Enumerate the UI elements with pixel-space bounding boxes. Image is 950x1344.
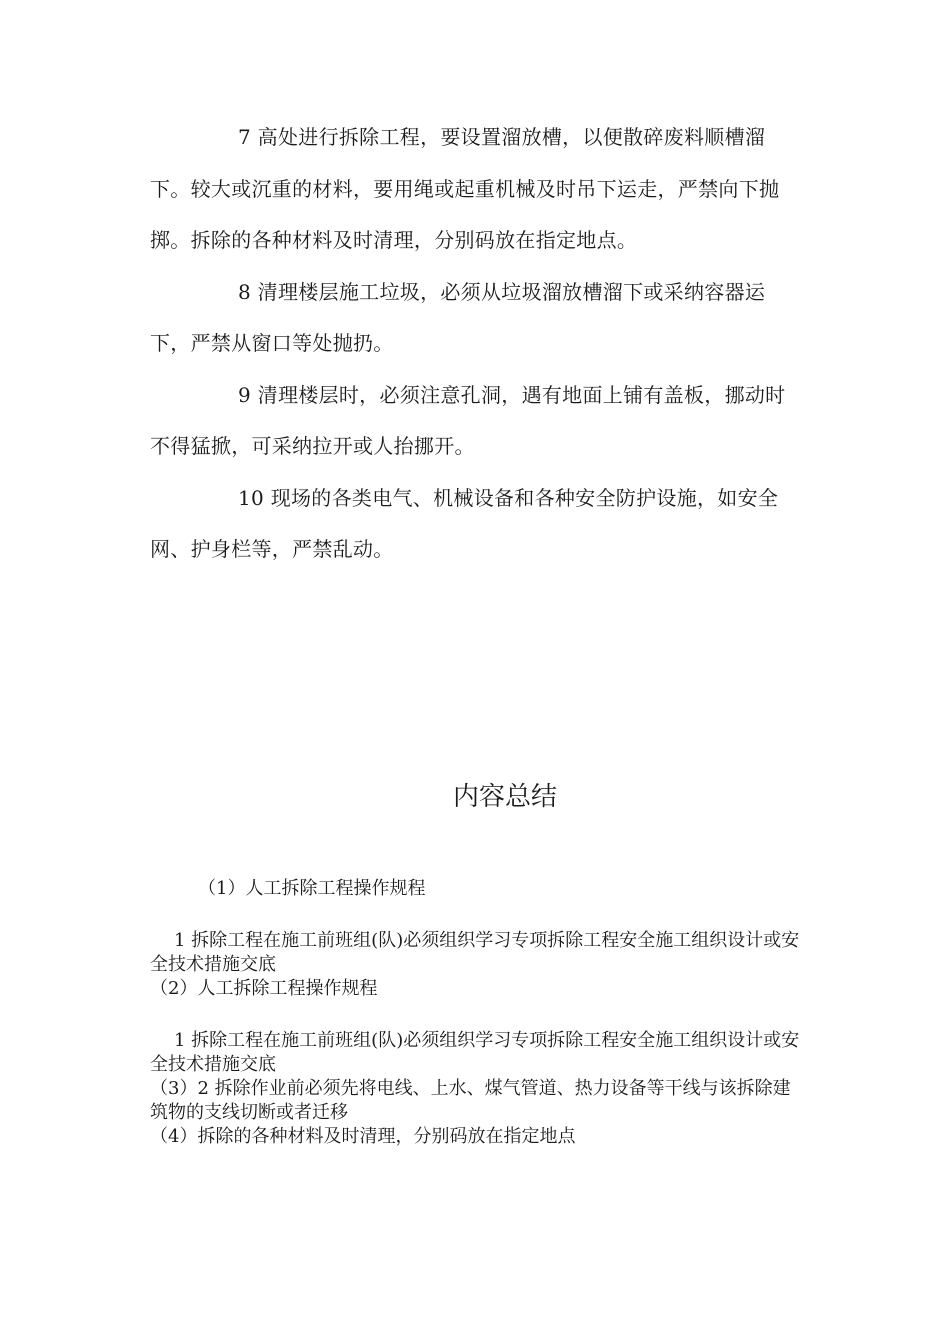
paragraph-10: 10 现场的各类电气、机械设备和各种安全防护设施，如安全网、护身栏等，严禁乱动。 [150, 485, 779, 561]
summary-item-1-heading: （1）人工拆除工程操作规程 [198, 878, 426, 899]
summary-item-1-body: 1 拆除工程在施工前班组(队)必须组织学习专项拆除工程安全施工组织设计或安全技术措施交底 [150, 930, 800, 975]
body-text [150, 112, 800, 576]
paragraph-9: 9 清理楼层时，必须注意孔洞，遇有地面上铺有盖板，挪动时不得猛掀，可采纳拉开或人抬挪开。 [150, 382, 786, 458]
summary-section [150, 877, 800, 1149]
summary-item-3: （3）2 拆除作业前必须先将电线、上水、煤气管道、热力设备等干线与该拆除建筑物的支线切断或者迁移 [150, 1078, 791, 1123]
summary-item-4: （4）拆除的各种材料及时清理，分别码放在指定地点 [150, 1126, 576, 1147]
summary-title: 内容总结 [452, 782, 557, 812]
summary-item-2-heading: （2）人工拆除工程操作规程 [150, 978, 378, 999]
paragraph-8: 8 清理楼层施工垃圾，必须从垃圾溜放槽溜下或采纳容器运下，严禁从窗口等处抛扔。 [150, 279, 766, 355]
paragraph-7: 7 高处进行拆除工程，要设置溜放槽，以便散碎废料顺槽溜下。较大或沉重的材料，要用绳或起重机械及时吊下运走，严禁向下抛掷。拆除的各种材料及时清理，分别码放在指定地点。 [150, 125, 780, 252]
summary-item-2-body: 1 拆除工程在施工前班组(队)必须组织学习专项拆除工程安全施工组织设计或安全技术措施交底 [150, 1030, 800, 1075]
